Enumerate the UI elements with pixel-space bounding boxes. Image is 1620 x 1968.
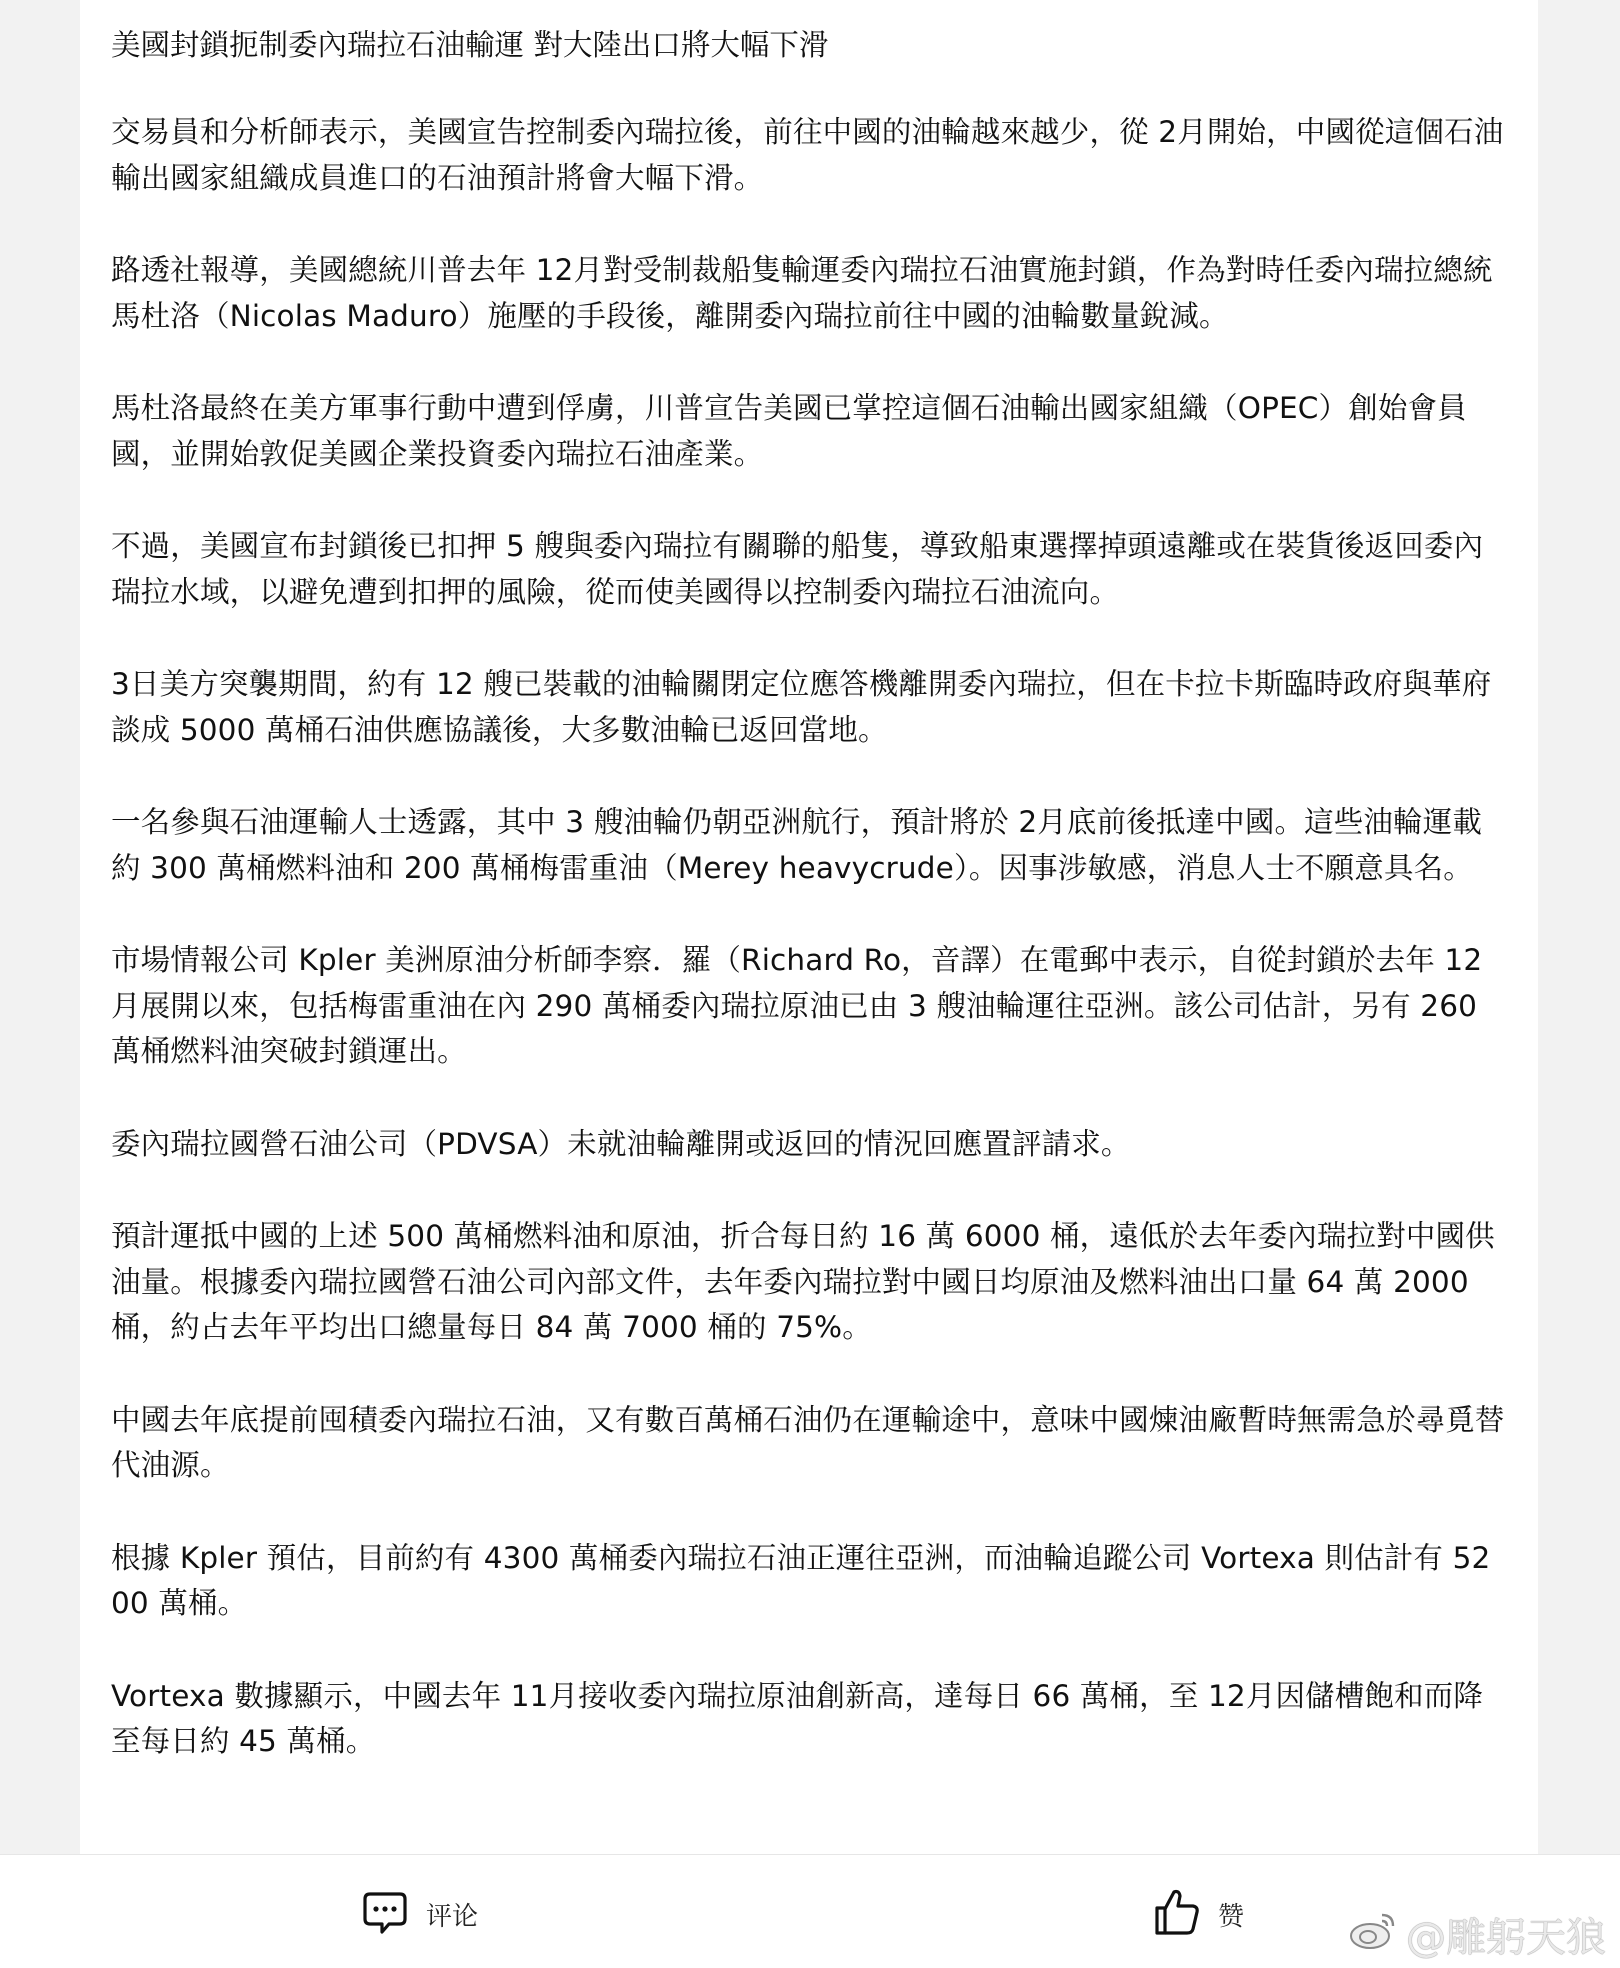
- article-paragraph: 委內瑞拉國營石油公司（PDVSA）未就油輪離開或返回的情況回應置評請求。: [111, 1126, 1131, 1161]
- article-paragraph: 路透社報導，美國總統川普去年 12月對受制裁船隻輸運委內瑞拉石油實施封鎖，作為對時任委內瑞拉總統馬杜洛（Nicolas Maduro）施壓的手段後，離開委內瑞拉前往中國的油輪數量銳減。: [111, 253, 1493, 333]
- footer-divider: [0, 1854, 1620, 1855]
- article-paragraph: 市場情報公司 Kpler 美洲原油分析師李察．羅（Richard Ro，音譯）在電郵中表示，自從封鎖於去年 12月展開以來，包括梅雷重油在內 290 萬桶委內瑞拉原油已由 3 艘油輪運往亞洲。該公司估計，另有 260 萬桶燃料油突破封鎖運出。: [111, 943, 1483, 1068]
- article-headline: 美國封鎖扼制委內瑞拉石油輸運 對大陸出口將大幅下滑: [111, 28, 829, 62]
- watermark-text: @雕躬天狼: [1406, 1915, 1606, 1961]
- watermark: [1348, 1906, 1606, 1963]
- like-label: 赞: [1218, 1901, 1245, 1932]
- article-paragraph: 預計運抵中國的上述 500 萬桶燃料油和原油，折合每日約 16 萬 6000 桶，遠低於去年委內瑞拉對中國供油量。根據委內瑞拉國營石油公司內部文件，去年委內瑞拉對中國日均原油及燃料油出口量 64 萬 2000 桶，約占去年平均出口總量每日 84 萬 7000 桶的 75%。: [111, 1219, 1495, 1344]
- thumbs-up-icon: [1152, 1886, 1202, 1942]
- comment-button[interactable]: [360, 1884, 478, 1944]
- article-paragraph: 馬杜洛最終在美方軍事行動中遭到俘虜，川普宣告美國已掌控這個石油輸出國家組織（OPEC）創始會員國，並開始敦促美國企業投資委內瑞拉石油產業。: [111, 391, 1467, 471]
- article-card: [80, 0, 1538, 1854]
- article-paragraph: 根據 Kpler 預估，目前約有 4300 萬桶委內瑞拉石油正運往亞洲，而油輪追蹤公司 Vortexa 則估計有 5200 萬桶。: [111, 1540, 1491, 1620]
- article-paragraph: Vortexa 數據顯示，中國去年 11月接收委內瑞拉原油創新高，達每日 66 萬桶，至 12月因儲槽飽和而降至每日約 45 萬桶。: [111, 1678, 1484, 1758]
- article-paragraph: 一名參與石油運輸人士透露，其中 3 艘油輪仍朝亞洲航行，預計將於 2月底前後抵達中國。這些油輪運載約 300 萬桶燃料油和 200 萬桶梅雷重油（Merey heavycrude）。因事涉敏感，消息人士不願意具名。: [111, 805, 1483, 885]
- article-paragraph: 3日美方突襲期間，約有 12 艘已裝載的油輪關閉定位應答機離開委內瑞拉，但在卡拉卡斯臨時政府與華府談成 5000 萬桶石油供應協議後，大多數油輪已返回當地。: [111, 667, 1492, 747]
- article-paragraph: 交易員和分析師表示，美國宣告控制委內瑞拉後，前往中國的油輪越來越少，從 2月開始，中國從這個石油輸出國家組織成員進口的石油預計將會大幅下滑。: [111, 115, 1504, 195]
- comment-label: 评论: [426, 1901, 479, 1932]
- weibo-logo-icon: [1348, 1909, 1398, 1961]
- article-paragraph: 中國去年底提前囤積委內瑞拉石油，又有數百萬桶石油仍在運輸途中，意味中國煉油廠暫時無需急於尋覓替代油源。: [111, 1402, 1505, 1482]
- article-paragraph: 不過，美國宣布封鎖後已扣押 5 艘與委內瑞拉有關聯的船隻，導致船東選擇掉頭遠離或在裝貨後返回委內瑞拉水域，以避免遭到扣押的風險，從而使美國得以控制委內瑞拉石油流向。: [111, 529, 1484, 609]
- comment-bubble-icon: [360, 1887, 410, 1941]
- like-button[interactable]: [1152, 1884, 1244, 1944]
